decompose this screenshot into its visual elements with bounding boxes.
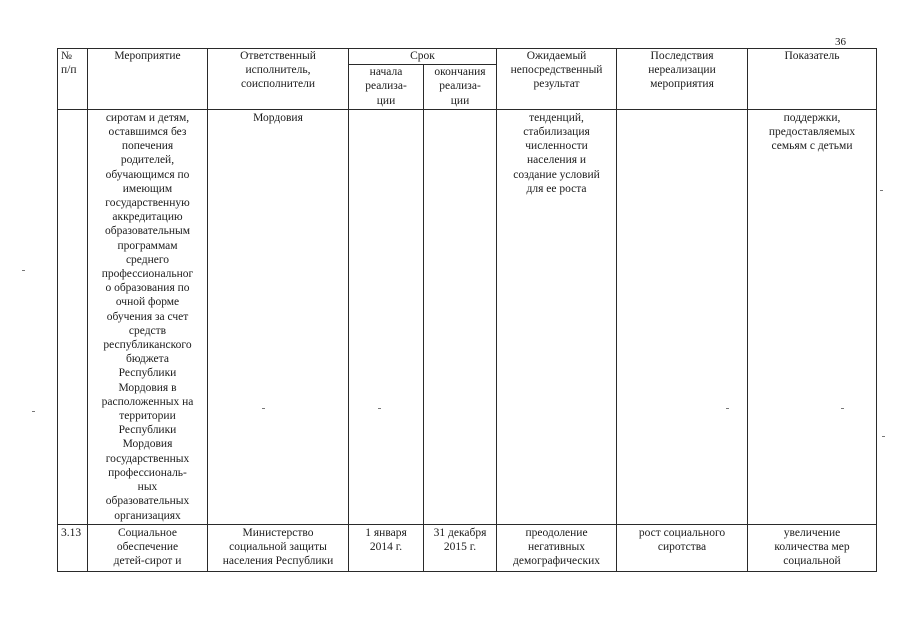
header-num: № п/п	[58, 49, 88, 110]
row-event: Социальное обеспечение детей-сирот и	[88, 524, 208, 571]
scan-speck	[882, 436, 885, 437]
header-term: Срок	[349, 49, 497, 65]
row-indicator: увеличение количества мер социальной	[748, 524, 877, 571]
header-term-end: окончания реализа- ции	[424, 65, 497, 110]
table-row	[58, 109, 877, 524]
row-result: тенденций, стабилизация численности населения и создание условий для ее роста	[497, 109, 617, 524]
row-start	[349, 109, 424, 524]
scan-speck	[22, 270, 25, 271]
row-result: преодоление негативных демографических	[497, 524, 617, 571]
header-row	[58, 49, 877, 65]
scan-speck	[378, 408, 381, 409]
row-end	[424, 109, 497, 524]
row-start: 1 января 2014 г.	[349, 524, 424, 571]
row-num	[58, 109, 88, 524]
row-responsible: Мордовия	[208, 109, 349, 524]
row-responsible: Министерство социальной защиты населения Республики	[208, 524, 349, 571]
scan-speck	[32, 411, 35, 412]
header-indicator: Показатель	[748, 49, 877, 110]
row-indicator: поддержки, предоставляемых семьям с детьми	[748, 109, 877, 524]
header-expected-result: Ожидаемый непосредственный результат	[497, 49, 617, 110]
table-row	[58, 524, 877, 571]
header-responsible: Ответственный исполнитель, соисполнители	[208, 49, 349, 110]
header-consequences: Последствия нереализации мероприятия	[617, 49, 748, 110]
page-number: 36	[835, 36, 846, 48]
scan-speck	[262, 408, 265, 409]
program-table	[57, 48, 877, 572]
header-term-start: начала реализа- ции	[349, 65, 424, 110]
row-end: 31 декабря 2015 г.	[424, 524, 497, 571]
row-event: сиротам и детям, оставшимся без попечения родителей, обучающимся по имеющим государственную аккредитацию образовательным программам среднего профессиональног о образования по очной форме обучения за счет средств республиканского бюджета Республики Мордовия в расположенных на территории Республики Мордовия государственных профессиональ- ных образовательных организациях	[88, 109, 208, 524]
scan-speck	[841, 408, 844, 409]
row-consequences: рост социального сиротства	[617, 524, 748, 571]
scan-speck	[880, 190, 883, 191]
row-consequences	[617, 109, 748, 524]
header-event: Мероприятие	[88, 49, 208, 110]
row-num: 3.13	[58, 524, 88, 571]
scan-speck	[726, 408, 729, 409]
